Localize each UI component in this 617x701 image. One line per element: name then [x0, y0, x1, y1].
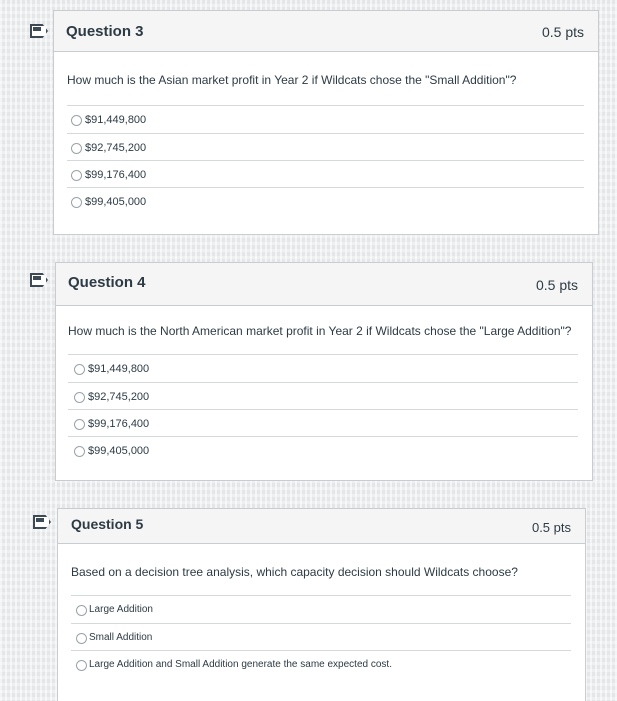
question-title: Question 5	[71, 516, 144, 532]
answer-option[interactable]	[67, 106, 584, 133]
radio-button[interactable]	[71, 115, 82, 126]
answer-option[interactable]	[71, 596, 571, 623]
radio-button[interactable]	[74, 446, 85, 457]
answer-label: Large Addition and Small Addition generate the same expected cost.	[89, 659, 392, 670]
question-header	[58, 509, 585, 544]
question-title: Question 3	[66, 23, 144, 40]
answer-option[interactable]	[68, 436, 578, 464]
question-card	[55, 262, 593, 481]
answer-label: $92,745,200	[88, 391, 150, 403]
question-points: 0.5 pts	[531, 520, 571, 535]
answer-option[interactable]	[67, 133, 584, 161]
flag-question-icon[interactable]	[30, 24, 48, 38]
flag-question-icon[interactable]	[30, 273, 48, 287]
flag-question-icon[interactable]	[33, 515, 51, 529]
answer-option[interactable]	[68, 355, 578, 382]
answer-option[interactable]	[68, 382, 578, 410]
radio-button[interactable]	[71, 143, 82, 154]
answer-label: $99,405,000	[88, 445, 150, 457]
question-header	[56, 263, 592, 306]
answer-option[interactable]	[71, 623, 571, 651]
answer-label: $99,176,400	[88, 418, 150, 430]
radio-button[interactable]	[74, 364, 85, 375]
radio-button[interactable]	[76, 660, 87, 671]
radio-button[interactable]	[74, 392, 85, 403]
answer-label: $91,449,800	[88, 363, 150, 375]
answer-option[interactable]	[68, 409, 578, 437]
answer-option[interactable]	[67, 187, 584, 215]
question-points: 0.5 pts	[535, 277, 578, 293]
answer-label: Small Addition	[89, 632, 153, 643]
radio-button[interactable]	[76, 633, 87, 644]
question-text: Based on a decision tree analysis, which capacity decision should Wildcats choose?	[71, 565, 518, 579]
answer-option[interactable]	[67, 160, 584, 188]
answer-option[interactable]	[71, 650, 571, 678]
question-text: How much is the North American market profit in Year 2 if Wildcats chose the "Large Addition"?	[68, 324, 572, 338]
question-text: How much is the Asian market profit in Year 2 if Wildcats chose the "Small Addition"?	[67, 73, 517, 87]
question-card	[57, 508, 586, 701]
answer-label: $99,176,400	[85, 169, 147, 181]
question-card	[53, 10, 599, 235]
radio-button[interactable]	[76, 605, 87, 616]
answer-label: $91,449,800	[85, 114, 147, 126]
radio-button[interactable]	[71, 197, 82, 208]
radio-button[interactable]	[74, 419, 85, 430]
question-points: 0.5 pts	[541, 24, 584, 40]
answer-label: Large Addition	[89, 604, 153, 615]
answer-label: $99,405,000	[85, 196, 147, 208]
radio-button[interactable]	[71, 170, 82, 181]
question-header	[54, 11, 598, 52]
answer-label: $92,745,200	[85, 142, 147, 154]
question-title: Question 4	[68, 274, 146, 291]
